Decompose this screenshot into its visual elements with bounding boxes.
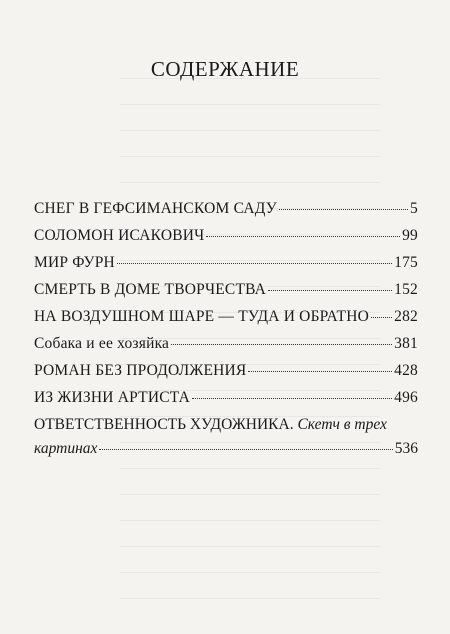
toc-entry-page: 175 [394,254,418,271]
table-of-contents [34,200,418,467]
toc-entry [34,308,418,335]
toc-entry-page: 536 [394,440,418,457]
toc-entry-subtitle: Скетч в трех [297,416,387,433]
toc-entry-title: РОМАН БЕЗ ПРОДОЛЖЕНИЯ [34,362,247,379]
toc-entry-title: НА ВОЗДУШНОМ ШАРЕ — ТУДА И ОБРАТНО [34,308,370,325]
toc-entry [34,227,418,254]
page-title: СОДЕРЖАНИЕ [150,57,300,81]
toc-entry [34,362,418,389]
toc-entry [34,254,418,281]
toc-entry-page: 282 [394,308,418,325]
toc-entry-first-line [34,416,418,440]
toc-entry-subtitle-cont: картинах [34,440,98,457]
toc-entry [34,335,418,362]
toc-entry-page: 496 [394,389,418,406]
dot-leader [171,344,392,345]
toc-entry-multiline [34,416,418,467]
dot-leader [117,263,392,264]
toc-entry [34,200,418,227]
toc-entry-second-line [34,440,418,467]
toc-entry-title: Собака и ее хозяйка [34,335,170,352]
toc-entry-page: 428 [394,362,418,379]
toc-entry [34,281,418,308]
dot-leader [192,398,392,399]
toc-entry-title: ОТВЕТСТВЕННОСТЬ ХУДОЖНИКА. [34,416,294,433]
toc-entry-page: 5 [410,200,418,217]
dot-leader [248,371,392,372]
dot-leader [371,317,392,318]
toc-entry-title: СМЕРТЬ В ДОМЕ ТВОРЧЕСТВА [34,281,267,298]
toc-entry-title: МИР ФУРН [34,254,115,271]
dot-leader [279,209,408,210]
dot-leader [206,236,400,237]
toc-entry-title: ИЗ ЖИЗНИ АРТИСТА [34,389,191,406]
toc-entry-title: СОЛОМОН ИСАКОВИЧ [34,227,205,244]
toc-entry-page: 152 [394,281,418,298]
toc-entry-page: 99 [402,227,418,244]
dot-leader [268,290,392,291]
toc-entry-page: 381 [394,335,418,352]
toc-entry-title: СНЕГ В ГЕФСИМАНСКОМ САДУ [34,200,277,217]
dot-leader [99,449,392,450]
toc-entry [34,389,418,416]
